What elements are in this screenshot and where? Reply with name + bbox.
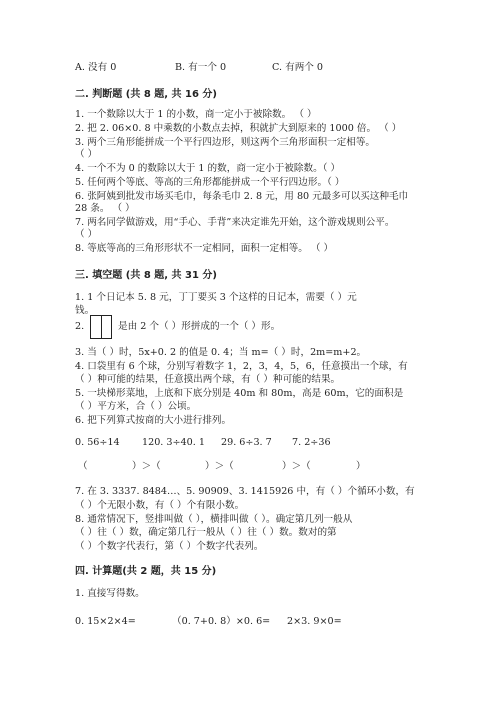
- judge-line-3: 3. 两个三角形能拼成一个平行四边形，则这两个三角形面积一定相等。: [75, 137, 376, 148]
- expr-3: 29. 6÷3. 7: [221, 437, 272, 448]
- expr-4: 7. 2÷36: [292, 437, 331, 448]
- calc-3: 2×3. 9×0=: [287, 616, 342, 627]
- compare-part-1: （: [78, 461, 88, 472]
- expr-1: 0. 56÷14: [75, 437, 120, 448]
- section-4-title: 四. 计算题(共 2 题，共 15 分): [75, 566, 217, 577]
- compare-part-2: ）＞（: [132, 461, 161, 472]
- option-a: A. 没有 0: [75, 62, 117, 73]
- calc-2: （0. 7+0. 8）×0. 6=: [172, 616, 271, 627]
- fill-q4-line-a: 4. 口袋里有 6 个球，分别写着数字 1，2，3，4，5，6，任意摸出一个球，有: [75, 361, 408, 372]
- judge-line-7-cont: （ ）: [75, 229, 98, 240]
- judge-line-7: 7. 两名同学做游戏，用“手心、手背”来决定谁先开始，这个游戏规则公平。: [75, 217, 395, 228]
- fill-q3: 3. 当（ ）时，5x+0. 2 的值是 0. 4；当 m=（ ）时，2m=m+2。: [75, 347, 367, 358]
- compare-part-3: ）＞（: [205, 461, 234, 472]
- fill-q1-line-a: 1. 1 个日记本 5. 8 元，丁丁要买 3 个这样的日记本，需要（ ）元: [75, 292, 357, 303]
- judge-line-5: 5. 任何两个等底、等高的三角形都能拼成一个平行四边形。（ ）: [75, 177, 345, 188]
- judge-line-1: 1. 一个数除以大于 1 的小数，商一定小于被除数。 （ ）: [75, 109, 317, 120]
- section-3-title: 三. 填空题 (共 8 题, 共 31 分): [75, 270, 217, 281]
- expr-2: 120. 3÷40. 1: [142, 437, 205, 448]
- fill-q6: 6. 把下列算式按商的大小进行排列。: [75, 415, 232, 426]
- fill-q1-line-b: 钱。: [75, 305, 95, 316]
- fill-q4-line-b: （ ）种可能的结果，任意摸出两个球，有（ ）种可能的结果。: [75, 374, 341, 385]
- compare-part-5: ）: [356, 461, 366, 472]
- fill-q2-text: 是由 2 个（ ）形拼成的一个（ ）形。: [118, 321, 281, 332]
- calc-1: 0. 15×2×4=: [75, 616, 136, 627]
- compare-part-4: ）＞（: [282, 461, 311, 472]
- rectangle-figure: [90, 315, 112, 339]
- calc-q1: 1. 直接写得数。: [75, 588, 145, 599]
- section-2-title: 二. 判断题 (共 8 题, 共 16 分): [75, 89, 217, 100]
- fill-q7-line-a: 7. 在 3. 3337. 8484…、5. 90909、3. 1415926 中，有（ ）个循环小数，有: [75, 486, 415, 497]
- judge-line-3-cont: （ ）: [75, 149, 98, 160]
- fill-q7-line-b: （ ）个无限小数，有（ ）个有限小数。: [75, 500, 245, 511]
- fill-q5-line-a: 5. 一块梯形菜地，上底和下底分别是 40m 和 80m，高是 60m，它的面积是: [75, 388, 404, 399]
- judge-line-2: 2. 把 2. 06×0. 8 中乘数的小数点去掉，积就扩大到原来的 1000 倍。 （ ）: [75, 123, 402, 134]
- option-b: B. 有一个 0: [175, 62, 227, 73]
- fill-q2-number: 2.: [75, 321, 85, 332]
- fill-q5-line-b: （ ）平方米，合（ ）公顷。: [75, 401, 197, 412]
- option-c: C. 有两个 0: [272, 62, 324, 73]
- judge-line-8: 8. 等底等高的三角形形状不一定相同，面积一定相等。 （ ）: [75, 243, 334, 254]
- fill-q8-line-b: （ ）往（ ）数，确定第几行一般从（ ）往（ ）数。数对的第: [75, 527, 337, 538]
- fill-q8-line-a: 8. 通常情况下，竖排叫做（ ），横排叫做（ ）。确定第几列一般从: [75, 514, 353, 525]
- judge-line-4: 4. 一个不为 0 的数除以大于 1 的数，商一定小于被除数。（ ）: [75, 163, 341, 174]
- fill-q8-line-c: （ ）个数字代表行，第（ ）个数字代表列。: [75, 541, 264, 552]
- judge-line-6-cont: 28 条。 （ ）: [75, 203, 135, 214]
- judge-line-6: 6. 张阿姨到批发市场买毛巾，每条毛巾 2. 8 元，用 80 元最多可以买这种毛巾: [75, 191, 409, 202]
